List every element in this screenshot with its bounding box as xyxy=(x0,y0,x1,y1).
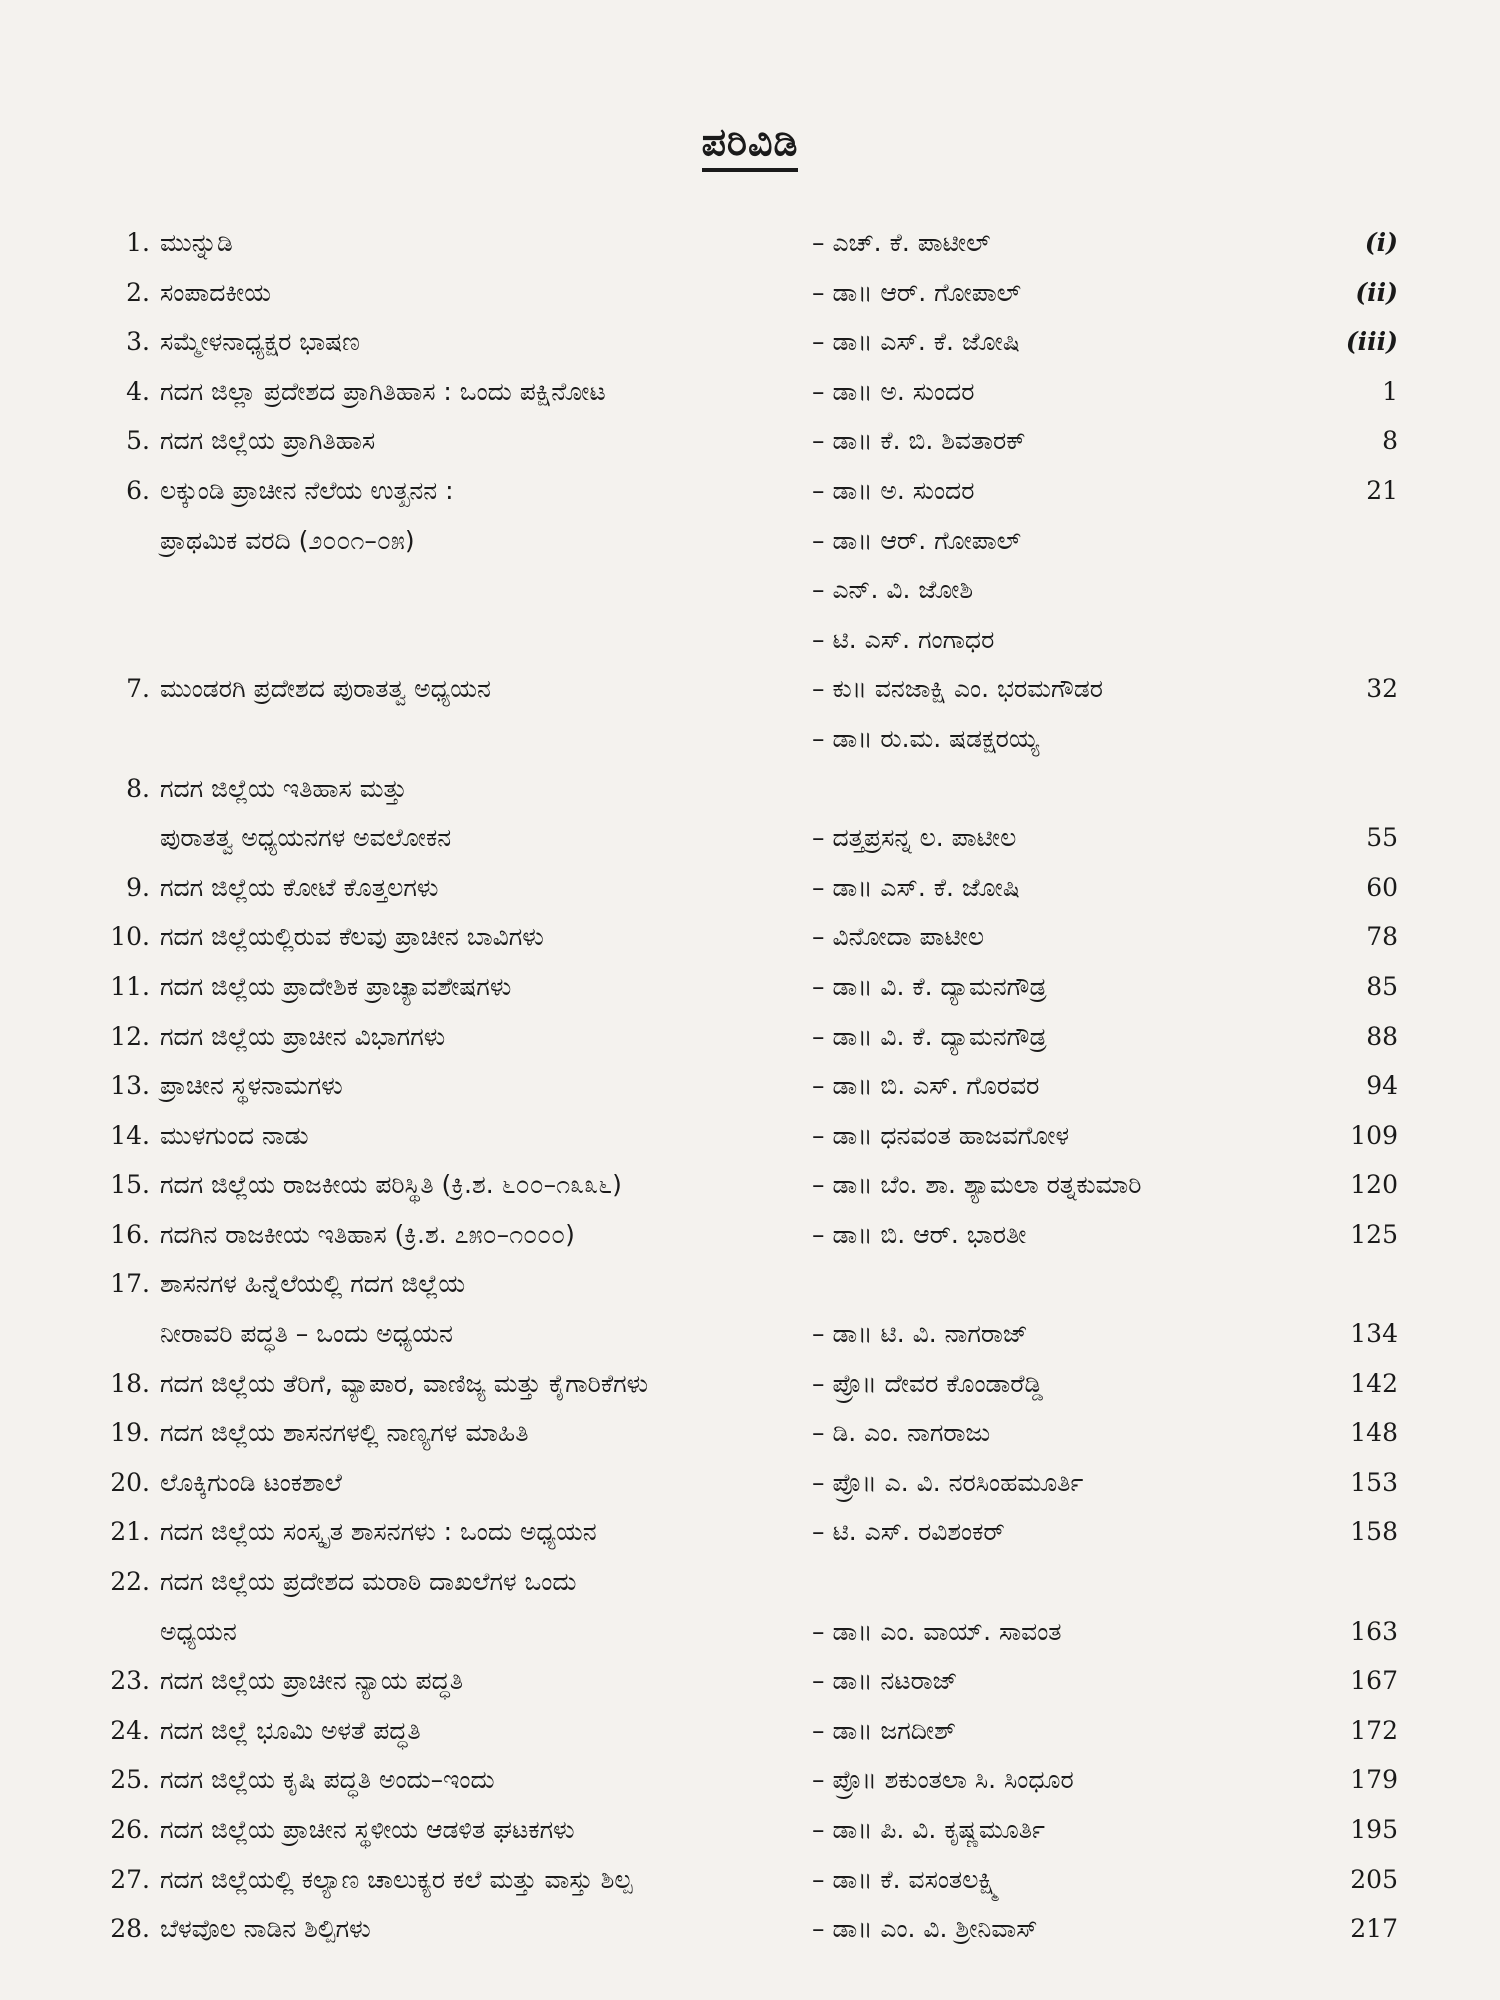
toc-line xyxy=(90,317,1398,367)
toc-line xyxy=(90,1904,1398,1954)
entry-page-number: 158 xyxy=(1350,1517,1398,1547)
toc-line xyxy=(90,1507,1398,1557)
entry-page-number: 163 xyxy=(1350,1616,1398,1646)
toc-entry xyxy=(90,912,1398,962)
toc-entry xyxy=(90,1805,1398,1855)
entry-author: – ವಿನೋದಾ ಪಾಟೀಲ xyxy=(812,922,985,952)
entry-title: ಗದಗ ಜಿಲ್ಲೆಯ ರಾಜಕೀಯ ಪರಿಸ್ಥಿತಿ (ಕ್ರಿ.ಶ. ೬೦೦–೧೩೩೬) xyxy=(160,1170,622,1200)
toc-entry xyxy=(90,1904,1398,1954)
toc-line xyxy=(90,1359,1398,1409)
entry-title: ಗದಗ ಜಿಲ್ಲೆಯ ಪ್ರದೇಶದ ಮರಾಠಿ ದಾಖಲೆಗಳ ಒಂದು xyxy=(160,1567,577,1597)
toc-entry xyxy=(90,1706,1398,1756)
entry-author: – ಡಾ॥ ಬಿ. ಎಸ್. ಗೊರವರ xyxy=(812,1071,1040,1101)
toc-line xyxy=(90,1557,1390,1607)
entry-page-number: 125 xyxy=(1350,1219,1398,1249)
toc-entry xyxy=(90,218,1398,268)
entry-author: – ಡಾ॥ ಎಸ್. ಕೆ. ಜೋಷಿ xyxy=(812,872,1020,902)
toc-line xyxy=(90,1061,1398,1111)
toc-line xyxy=(90,416,1398,466)
toc-line xyxy=(90,268,1398,318)
entry-author: – ಪ್ರೊ॥ ಶಕುಂತಲಾ ಸಿ. ಸಿಂಧೂರ xyxy=(812,1765,1074,1795)
entry-author: – ಡಾ॥ ಟಿ. ವಿ. ನಾಗರಾಜ್ xyxy=(812,1319,1028,1349)
toc-line xyxy=(90,863,1398,913)
entry-author: – ಡಾ॥ ನಟರಾಜ್ xyxy=(812,1666,958,1696)
entry-page-number: 1 xyxy=(1382,376,1398,406)
entry-title: ಪ್ರಾಚೀನ ಸ್ಥಳನಾಮಗಳು xyxy=(160,1071,343,1101)
entry-author: – ಟಿ. ಎಸ್. ಗಂಗಾಧರ xyxy=(812,624,995,654)
entry-number: 16. xyxy=(110,1219,150,1249)
toc-line xyxy=(90,1458,1398,1508)
toc-line xyxy=(90,565,1390,615)
entry-page-number: 195 xyxy=(1350,1815,1398,1844)
entry-page-number: 21 xyxy=(1366,475,1398,505)
entry-number: 1. xyxy=(126,228,150,257)
entry-title: ಗದಗ ಜಿಲ್ಲೆಯ ಪ್ರಾಗಿತಿಹಾಸ xyxy=(160,426,376,456)
toc-line xyxy=(90,912,1398,962)
entry-title: ಗದಗ ಜಿಲ್ಲಾ ಪ್ರದೇಶದ ಪ್ರಾಗಿತಿಹಾಸ : ಒಂದು ಪಕ್ಷಿನೋಟ xyxy=(160,376,606,406)
toc-line xyxy=(90,1210,1398,1260)
toc-entry xyxy=(90,466,1398,664)
entry-author: – ಡಾ॥ ಅ. ಸುಂದರ xyxy=(812,475,975,505)
toc-entry xyxy=(90,1061,1398,1111)
entry-number: 12. xyxy=(110,1021,150,1051)
entry-page-number: 217 xyxy=(1350,1914,1398,1944)
entry-author: – ಡಾ॥ ಪಿ. ವಿ. ಕೃಷ್ಣಮೂರ್ತಿ xyxy=(812,1815,1045,1844)
entry-title: ಗದಗ ಜಿಲ್ಲೆಯಲ್ಲಿ ಕಲ್ಯಾಣ ಚಾಲುಕ್ಯರ ಕಲೆ ಮತ್ತು ವಾಸ್ತು ಶಿಲ್ಪ xyxy=(160,1864,633,1894)
entry-number: 2. xyxy=(126,277,150,307)
entry-page-number: 55 xyxy=(1366,823,1398,853)
entry-author: – ಎನ್. ವಿ. ಜೋಶಿ xyxy=(812,575,974,605)
entry-title: ಗದಗ ಜಿಲ್ಲೆಯಲ್ಲಿರುವ ಕೆಲವು ಪ್ರಾಚೀನ ಬಾವಿಗಳು xyxy=(160,922,544,952)
toc-line xyxy=(90,1755,1398,1805)
entry-title: ಗದಗಿನ ರಾಜಕೀಯ ಇತಿಹಾಸ (ಕ್ರಿ.ಶ. ೭೫೦–೧೦೦೦) xyxy=(160,1219,575,1249)
entry-number: 13. xyxy=(110,1071,150,1101)
entry-page-number: 120 xyxy=(1350,1170,1398,1200)
entry-title: ಮುಂಡರಗಿ ಪ್ರದೇಶದ ಪುರಾತತ್ವ ಅಧ್ಯಯನ xyxy=(160,674,491,704)
entry-number: 26. xyxy=(110,1815,150,1844)
toc-line xyxy=(90,1309,1398,1359)
toc-entry xyxy=(90,1012,1398,1062)
toc-line xyxy=(90,516,1390,566)
entry-number: 22. xyxy=(110,1567,150,1597)
entry-title: ಗದಗ ಜಿಲ್ಲೆ ಭೂಮಿ ಅಳತೆ ಪದ್ಧತಿ xyxy=(160,1715,421,1745)
toc-entry xyxy=(90,664,1398,763)
toc-line xyxy=(90,664,1398,714)
entry-author: – ಡಾ॥ ಬೆಂ. ಶಾ. ಶ್ಯಾಮಲಾ ರತ್ನಕುಮಾರಿ xyxy=(812,1170,1142,1200)
entry-page-number: 85 xyxy=(1366,971,1398,1001)
toc-line xyxy=(90,1111,1398,1161)
toc-line xyxy=(90,813,1398,863)
toc-entry xyxy=(90,1855,1398,1905)
entry-number: 3. xyxy=(126,327,150,357)
toc-line xyxy=(90,1855,1398,1905)
entry-page-number: (ii) xyxy=(1355,277,1398,307)
toc-entry xyxy=(90,416,1398,466)
entry-page-number: 8 xyxy=(1382,426,1398,456)
entry-number: 23. xyxy=(110,1666,150,1696)
entry-page-number: 60 xyxy=(1366,872,1398,902)
toc-entry xyxy=(90,1755,1398,1805)
entry-page-number: 148 xyxy=(1350,1418,1398,1448)
toc-line xyxy=(90,764,1390,814)
entry-title: ಗದಗ ಜಿಲ್ಲೆಯ ಕೋಟೆ ಕೊತ್ತಲಗಳು xyxy=(160,872,439,902)
toc-line xyxy=(90,714,1390,764)
entry-number: 10. xyxy=(110,922,150,952)
entry-author: – ಕು॥ ವನಜಾಕ್ಷಿ ಎಂ. ಭರಮಗೌಡರ xyxy=(812,674,1104,704)
toc-line xyxy=(90,466,1398,516)
toc-entry xyxy=(90,1507,1398,1557)
toc-line xyxy=(90,1259,1390,1309)
entry-author: – ಡಾ॥ ಕೆ. ವಸಂತಲಕ್ಷ್ಮಿ xyxy=(812,1864,1000,1894)
toc-line xyxy=(90,1706,1398,1756)
entry-title: ಗದಗ ಜಿಲ್ಲೆಯ ಶಾಸನಗಳಲ್ಲಿ ನಾಣ್ಯಗಳ ಮಾಹಿತಿ xyxy=(160,1418,529,1448)
toc-line xyxy=(90,1160,1398,1210)
toc-line xyxy=(90,218,1398,268)
entry-title: ಗದಗ ಜಿಲ್ಲೆಯ ಪ್ರಾಚೀನ ವಿಭಾಗಗಳು xyxy=(160,1021,446,1051)
entry-title: ಗದಗ ಜಿಲ್ಲೆಯ ತೆರಿಗೆ, ವ್ಯಾಪಾರ, ವಾಣಿಜ್ಯ ಮತ್ತು ಕೈಗಾರಿಕೆಗಳು xyxy=(160,1368,649,1398)
entry-page-number: 179 xyxy=(1350,1765,1398,1795)
entry-title-continued: ಪ್ರಾಥಮಿಕ ವರದಿ (೨೦೦೧–೦೫) xyxy=(160,525,415,555)
entry-title: ಗದಗ ಜಿಲ್ಲೆಯ ಸಂಸ್ಕೃತ ಶಾಸನಗಳು : ಒಂದು ಅಧ್ಯಯನ xyxy=(160,1517,597,1547)
entry-author: – ಡಾ॥ ವಿ. ಕೆ. ದ್ಯಾಮನಗೌಡ್ರ xyxy=(812,1021,1047,1051)
entry-title: ಮುಳಗುಂದ ನಾಡು xyxy=(160,1120,309,1150)
entry-author: – ಡಾ॥ ಎಸ್. ಕೆ. ಜೋಷಿ xyxy=(812,327,1020,357)
entry-page-number: (iii) xyxy=(1345,327,1398,357)
toc-entry xyxy=(90,863,1398,913)
entry-number: 21. xyxy=(110,1517,150,1547)
entry-author: – ಡಾ॥ ಧನವಂತ ಹಾಜವಗೋಳ xyxy=(812,1120,1070,1150)
entry-author: – ಎಚ್. ಕೆ. ಪಾಟೀಲ್ xyxy=(812,228,991,257)
entry-title: ಗದಗ ಜಿಲ್ಲೆಯ ಇತಿಹಾಸ ಮತ್ತು xyxy=(160,773,407,803)
entry-page-number: 32 xyxy=(1366,674,1398,704)
toc-entry xyxy=(90,1259,1398,1358)
entry-page-number: 167 xyxy=(1350,1666,1398,1696)
toc-entry xyxy=(90,1656,1398,1706)
toc-entry xyxy=(90,1408,1398,1458)
toc-line xyxy=(90,962,1398,1012)
entry-author: – ಡಿ. ಎಂ. ನಾಗರಾಜು xyxy=(812,1418,991,1448)
entry-number: 9. xyxy=(126,872,150,902)
entry-page-number: 109 xyxy=(1350,1120,1398,1150)
entry-title: ಗದಗ ಜಿಲ್ಲೆಯ ಪ್ರಾದೇಶಿಕ ಪ್ರಾಚ್ಯಾವಶೇಷಗಳು xyxy=(160,971,512,1001)
entry-number: 25. xyxy=(110,1765,150,1795)
entry-title: ಗದಗ ಜಿಲ್ಲೆಯ ಪ್ರಾಚೀನ ಸ್ಥಳೀಯ ಆಡಳಿತ ಘಟಕಗಳು xyxy=(160,1815,575,1844)
page-title xyxy=(0,120,1500,165)
entry-page-number: 134 xyxy=(1350,1319,1398,1349)
entry-author: – ಡಾ॥ ಆರ್. ಗೋಪಾಲ್ xyxy=(812,277,1021,307)
toc-entry xyxy=(90,1160,1398,1210)
toc-line xyxy=(90,367,1398,417)
entry-number: 6. xyxy=(126,475,150,505)
entry-number: 4. xyxy=(126,376,150,406)
entry-title: ಶಾಸನಗಳ ಹಿನ್ನೆಲೆಯಲ್ಲಿ ಗದಗ ಜಿಲ್ಲೆಯ xyxy=(160,1269,466,1299)
entry-number: 15. xyxy=(110,1170,150,1200)
entry-title: ಲೊಕ್ಕಿಗುಂಡಿ ಟಂಕಶಾಲೆ xyxy=(160,1467,342,1497)
entry-page-number: 205 xyxy=(1350,1864,1398,1894)
toc-entry xyxy=(90,1111,1398,1161)
toc-line xyxy=(90,1408,1398,1458)
entry-page-number: 94 xyxy=(1366,1071,1398,1101)
entry-title: ಲಕ್ಕುಂಡಿ ಪ್ರಾಚೀನ ನೆಲೆಯ ಉತ್ಖನನ : xyxy=(160,475,454,505)
entry-page-number: 153 xyxy=(1350,1467,1398,1497)
toc-entry xyxy=(90,367,1398,417)
page-title-text: ಪರಿವಿಡಿ xyxy=(702,120,799,172)
toc-line xyxy=(90,1656,1398,1706)
toc-entry xyxy=(90,317,1398,367)
entry-author: – ಡಾ॥ ವಿ. ಕೆ. ದ್ಯಾಮನಗೌಡ್ರ xyxy=(812,971,1047,1001)
entry-author: – ಡಾ॥ ಜಗದೀಶ್ xyxy=(812,1715,956,1745)
entry-title: ಮುನ್ನುಡಿ xyxy=(160,228,233,257)
entry-number: 24. xyxy=(110,1715,150,1745)
entry-author: – ಡಾ॥ ಅ. ಸುಂದರ xyxy=(812,376,975,406)
entry-number: 27. xyxy=(110,1864,150,1894)
entry-author: – ಪ್ರೊ॥ ಎ. ವಿ. ನರಸಿಂಹಮೂರ್ತಿ xyxy=(812,1467,1084,1497)
entry-number: 17. xyxy=(110,1269,150,1299)
entry-number: 28. xyxy=(110,1914,150,1944)
entry-number: 18. xyxy=(110,1368,150,1398)
entry-title: ಬೆಳವೊಲ ನಾಡಿನ ಶಿಲ್ಪಿಗಳು xyxy=(160,1914,371,1944)
entry-author: – ಡಾ॥ ಎಂ. ವಿ. ಶ್ರೀನಿವಾಸ್ xyxy=(812,1914,1038,1944)
entry-title: ಗದಗ ಜಿಲ್ಲೆಯ ಪ್ರಾಚೀನ ನ್ಯಾಯ ಪದ್ಧತಿ xyxy=(160,1666,463,1696)
entry-title-continued: ಪುರಾತತ್ವ ಅಧ್ಯಯನಗಳ ಅವಲೋಕನ xyxy=(160,823,452,853)
entry-number: 5. xyxy=(126,426,150,456)
entry-title: ಸಮ್ಮೇಳನಾಧ್ಯಕ್ಷರ ಭಾಷಣ xyxy=(160,327,360,357)
entry-author: – ಡಾ॥ ಕೆ. ಬಿ. ಶಿವತಾರಕ್ xyxy=(812,426,1026,456)
entry-author: – ಪ್ರೊ॥ ದೇವರ ಕೊಂಡಾರೆಡ್ಡಿ xyxy=(812,1368,1044,1398)
entry-title: ಸಂಪಾದಕೀಯ xyxy=(160,277,272,307)
entry-number: 20. xyxy=(110,1467,150,1497)
entry-page-number: 88 xyxy=(1366,1021,1398,1051)
entry-page-number: 142 xyxy=(1350,1368,1398,1398)
entry-title-continued: ಅಧ್ಯಯನ xyxy=(160,1616,237,1646)
entry-page-number: 78 xyxy=(1366,922,1398,952)
entry-number: 14. xyxy=(110,1120,150,1150)
toc-entry xyxy=(90,1210,1398,1260)
entry-author: – ಟಿ. ಎಸ್. ರವಿಶಂಕರ್ xyxy=(812,1517,1005,1547)
entry-number: 19. xyxy=(110,1418,150,1448)
toc-entry xyxy=(90,1458,1398,1508)
toc-entry xyxy=(90,1359,1398,1409)
toc-entry xyxy=(90,268,1398,318)
entry-author: – ಡಾ॥ ಆರ್. ಗೋಪಾಲ್ xyxy=(812,525,1021,555)
entry-page-number: 172 xyxy=(1350,1715,1398,1745)
entry-page-number: (i) xyxy=(1364,228,1398,257)
entry-author: – ಡಾ॥ ಎಂ. ವಾಯ್. ಸಾವಂತ xyxy=(812,1616,1062,1646)
entry-author: – ದತ್ತಪ್ರಸನ್ನ ಲ. ಪಾಟೀಲ xyxy=(812,823,1017,853)
toc-entry xyxy=(90,1557,1398,1656)
toc-line xyxy=(90,615,1390,665)
toc-entry xyxy=(90,962,1398,1012)
entry-title: ಗದಗ ಜಿಲ್ಲೆಯ ಕೃಷಿ ಪದ್ಧತಿ ಅಂದು–ಇಂದು xyxy=(160,1765,495,1795)
entry-number: 8. xyxy=(126,773,150,803)
entry-number: 11. xyxy=(110,971,150,1001)
toc-line xyxy=(90,1805,1398,1855)
toc-line xyxy=(90,1012,1398,1062)
toc-entry xyxy=(90,764,1398,863)
entry-author: – ಡಾ॥ ಬಿ. ಆರ್. ಭಾರತೀ xyxy=(812,1219,1027,1249)
entry-title-continued: ನೀರಾವರಿ ಪದ್ಧತಿ – ಒಂದು ಅಧ್ಯಯನ xyxy=(160,1319,453,1349)
entry-number: 7. xyxy=(126,674,150,704)
toc-line xyxy=(90,1607,1398,1657)
table-of-contents xyxy=(90,218,1398,1954)
entry-author: – ಡಾ॥ ರು.ಮ. ಷಡಕ್ಷರಯ್ಯ xyxy=(812,723,1040,753)
